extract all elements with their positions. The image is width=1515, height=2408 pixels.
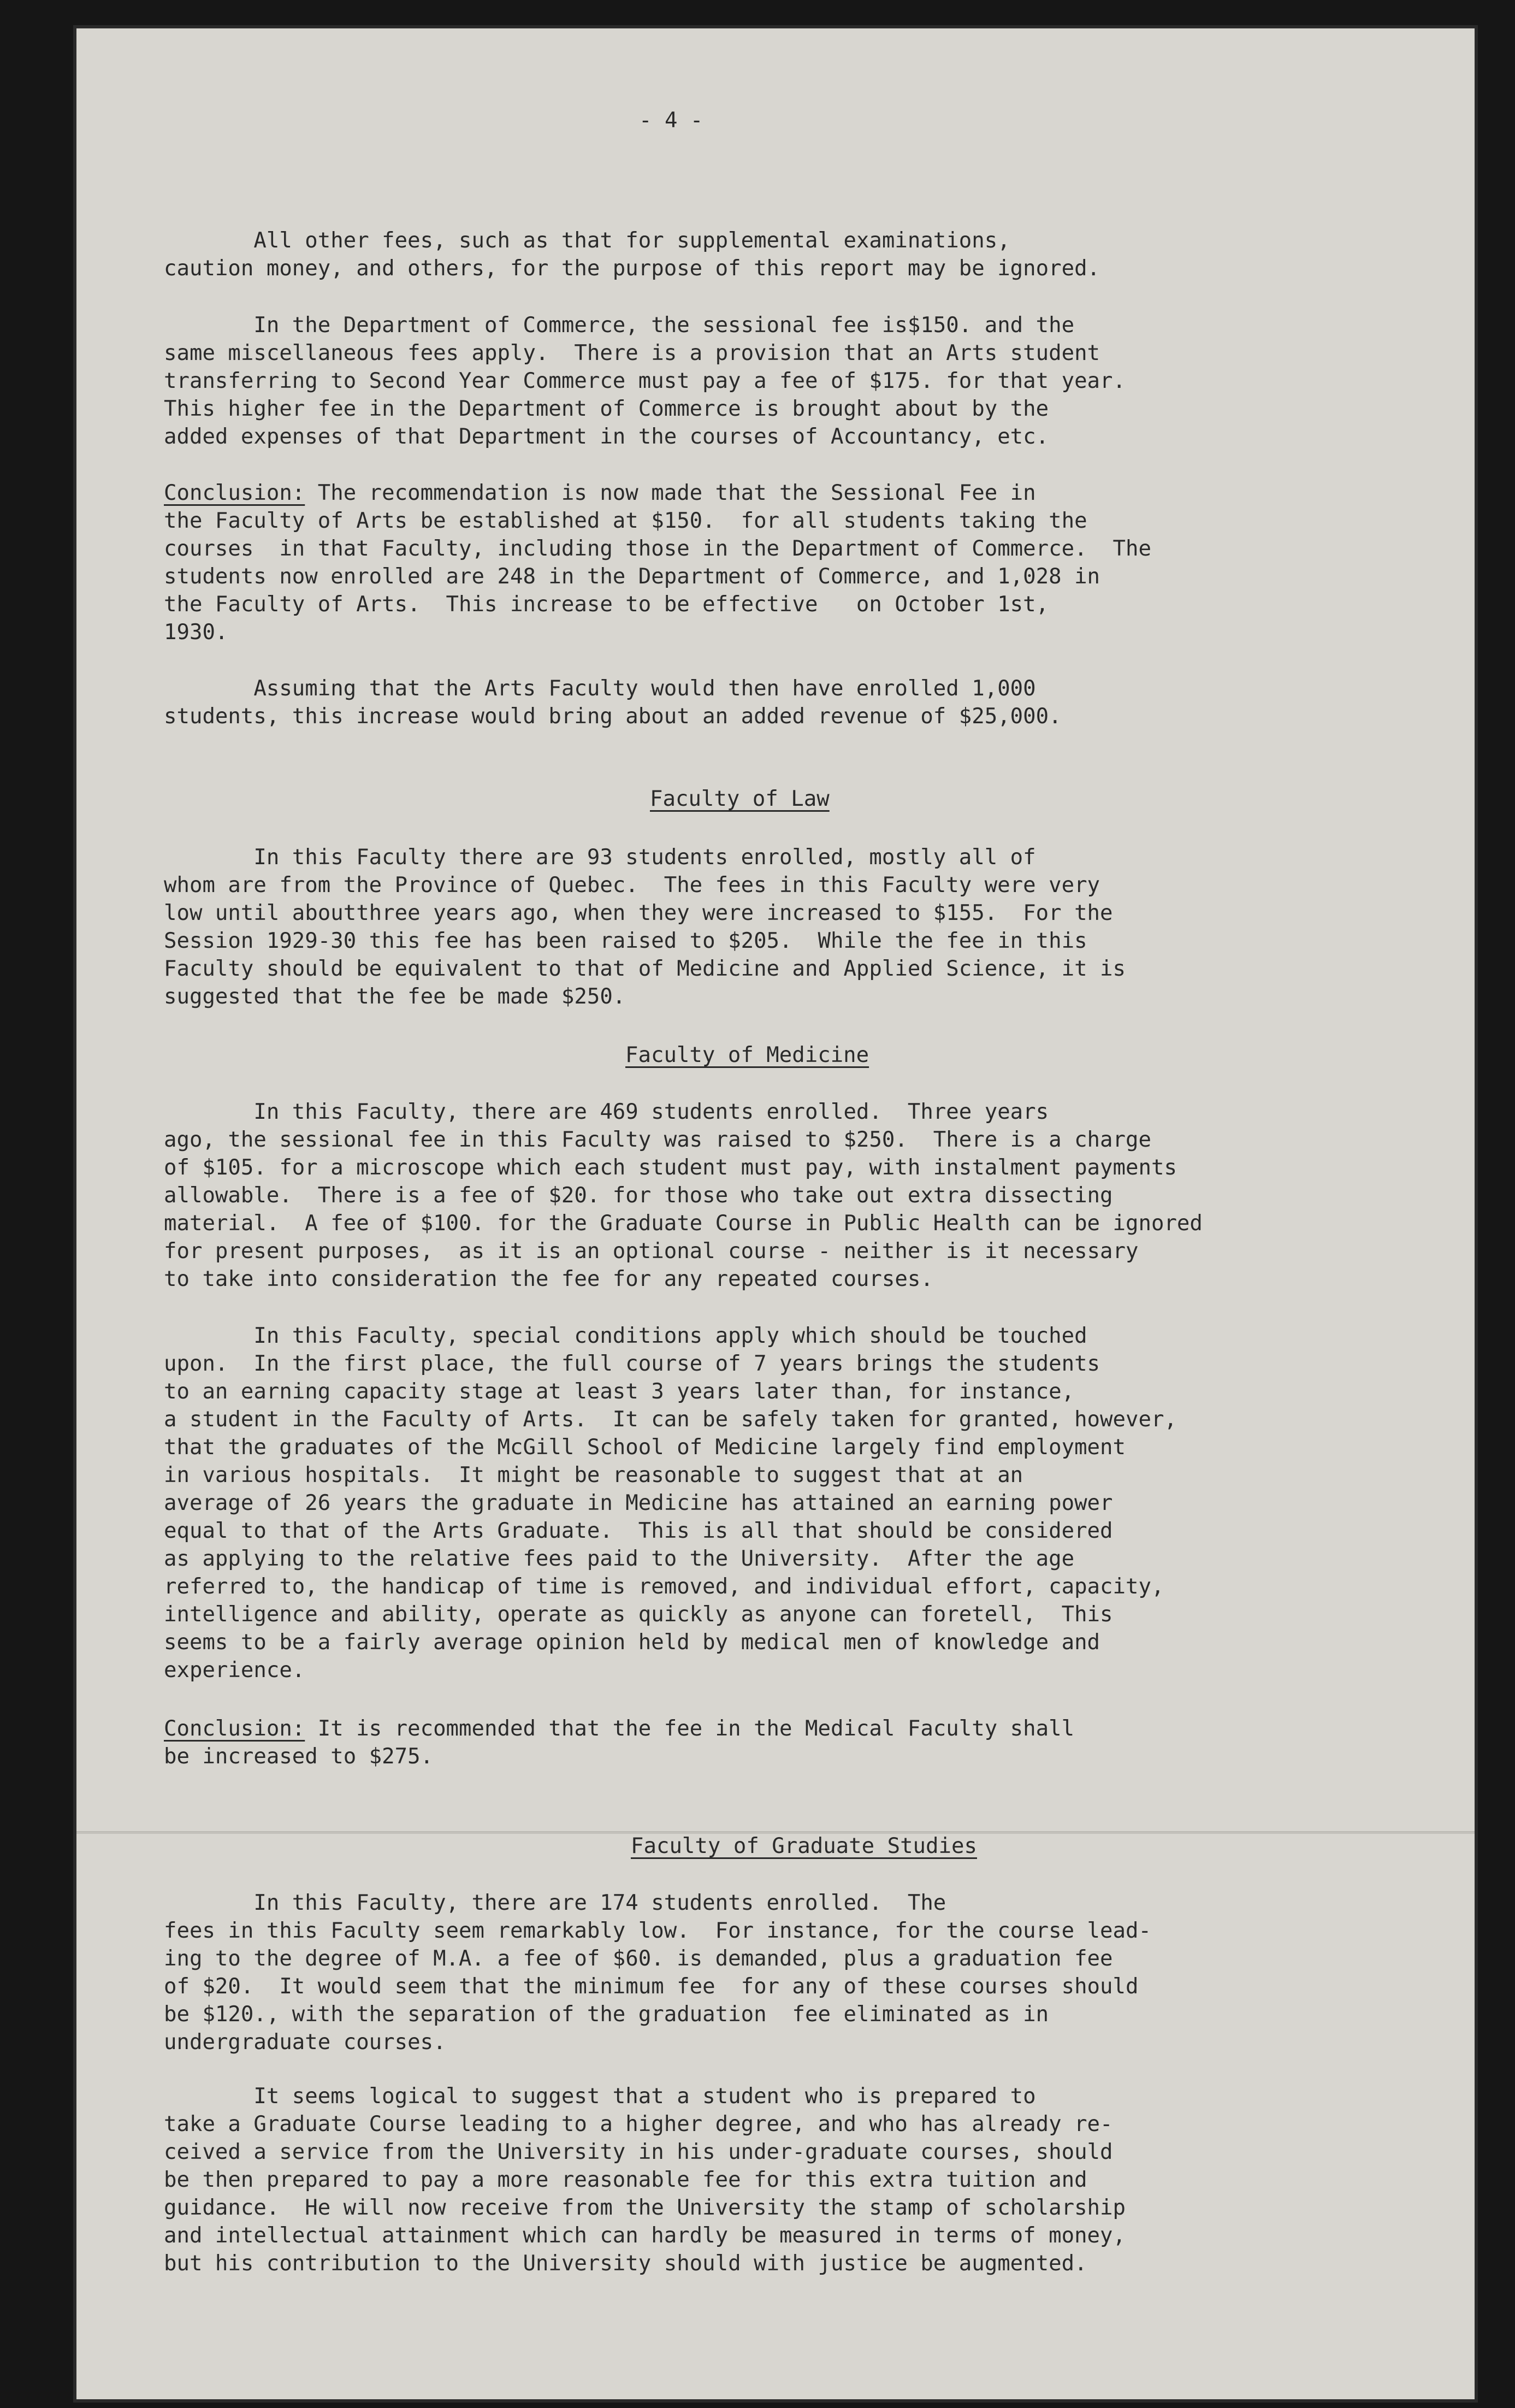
text-line: fees in this Faculty seem remarkably low. For instance, for the course lead- <box>164 1919 1151 1943</box>
text-line: added expenses of that Department in the courses of Accountancy, etc. <box>164 424 1049 449</box>
text-line: average of 26 years the graduate in Medicine has attained an earning power <box>164 1491 1113 1515</box>
text-line: take a Graduate Course leading to a higher degree, and who has already re- <box>164 2112 1113 2136</box>
text-line: but his contribution to the University should with justice be augmented. <box>164 2251 1087 2276</box>
conclusion-label: Conclusion: <box>164 481 305 505</box>
text-line: 1930. <box>164 620 228 645</box>
text-line: of $105. for a microscope which each student must pay, with instalment payments <box>164 1155 1177 1180</box>
text-line: ago, the sessional fee in this Faculty was raised to $250. There is a charge <box>164 1128 1151 1152</box>
text-line: Assuming that the Arts Faculty would then have enrolled 1,000 <box>164 676 1036 701</box>
text-line: experience. <box>164 1658 305 1683</box>
text-line: be increased to $275. <box>164 1744 434 1769</box>
conclusion-text: The recommendation is now made that the Sessional Fee in <box>305 481 1036 505</box>
text-line: It seems logical to suggest that a student who is prepared to <box>164 2084 1036 2109</box>
conclusion-line <box>164 1715 1074 1743</box>
text-line: equal to that of the Arts Graduate. This is all that should be considered <box>164 1519 1113 1543</box>
text-line: This higher fee in the Department of Commerce is brought about by the <box>164 397 1049 421</box>
text-line: intelligence and ability, operate as quickly as anyone can foretell, This <box>164 1602 1113 1627</box>
text-line: transferring to Second Year Commerce must pay a fee of $175. for that year. <box>164 369 1126 393</box>
text-line: In this Faculty, special conditions apply which should be touched <box>164 1324 1087 1348</box>
conclusion-label: Conclusion: <box>164 1716 305 1741</box>
text-line: Session 1929-30 this fee has been raised to $205. While the fee in this <box>164 929 1087 953</box>
text-line: Faculty should be equivalent to that of Medicine and Applied Science, it is <box>164 957 1126 981</box>
page-number: - 4 - <box>639 108 703 133</box>
section-heading-medicine: Faculty of Medicine <box>625 1043 869 1067</box>
conclusion-text: It is recommended that the fee in the Medical Faculty shall <box>305 1716 1075 1741</box>
text-line: be then prepared to pay a more reasonable fee for this extra tuition and <box>164 2168 1087 2192</box>
text-line: low until aboutthree years ago, when they were increased to $155. For the <box>164 901 1113 925</box>
text-line: for present purposes, as it is an optional course - neither is it necessary <box>164 1239 1139 1264</box>
text-line: ceived a service from the University in his under-graduate courses, should <box>164 2140 1113 2164</box>
text-line: suggested that the fee be made $250. <box>164 984 626 1009</box>
text-line: as applying to the relative fees paid to the University. After the age <box>164 1547 1075 1571</box>
conclusion-line <box>164 479 1036 507</box>
text-line: in various hospitals. It might be reasonable to suggest that at an <box>164 1463 1023 1488</box>
text-line: seems to be a fairly average opinion held by medical men of knowledge and <box>164 1630 1100 1655</box>
text-line: students now enrolled are 248 in the Department of Commerce, and 1,028 in <box>164 564 1100 589</box>
text-line: and intellectual attainment which can hardly be measured in terms of money, <box>164 2223 1126 2248</box>
text-line: material. A fee of $100. for the Graduate Course in Public Health can be ignored <box>164 1211 1203 1236</box>
text-line: allowable. There is a fee of $20. for those who take out extra dissecting <box>164 1183 1113 1208</box>
text-line: be $120., with the separation of the graduation fee eliminated as in <box>164 2002 1049 2027</box>
text-line: ing to the degree of M.A. a fee of $60. is demanded, plus a graduation fee <box>164 1946 1113 1971</box>
text-line: guidance. He will now receive from the University the stamp of scholarship <box>164 2195 1126 2220</box>
text-line: upon. In the first place, the full course of 7 years brings the students <box>164 1351 1100 1376</box>
text-line: In this Faculty there are 93 students enrolled, mostly all of <box>164 845 1036 870</box>
section-heading-graduate-studies: Faculty of Graduate Studies <box>631 1834 977 1858</box>
text-line: that the graduates of the McGill School of Medicine largely find employment <box>164 1435 1126 1460</box>
text-line: of $20. It would seem that the minimum fee for any of these courses should <box>164 1974 1139 1999</box>
text-line: referred to, the handicap of time is removed, and individual effort, capacity, <box>164 1574 1164 1599</box>
text-line: All other fees, such as that for supplemental examinations, <box>164 228 1010 253</box>
text-line: the Faculty of Arts be established at $150. for all students taking the <box>164 509 1087 533</box>
text-line: students, this increase would bring about an added revenue of $25,000. <box>164 704 1062 729</box>
text-line: to an earning capacity stage at least 3 years later than, for instance, <box>164 1379 1075 1404</box>
text-line: courses in that Faculty, including those in the Department of Commerce. The <box>164 536 1151 561</box>
text-line: undergraduate courses. <box>164 2030 446 2055</box>
text-line: In this Faculty, there are 174 students enrolled. The <box>164 1891 946 1915</box>
text-line: whom are from the Province of Quebec. The fees in this Faculty were very <box>164 873 1100 898</box>
text-line: a student in the Faculty of Arts. It can be safely taken for granted, however, <box>164 1407 1177 1432</box>
section-heading-law: Faculty of Law <box>650 787 830 811</box>
text-line: In this Faculty, there are 469 students enrolled. Three years <box>164 1100 1049 1124</box>
text-line: same miscellaneous fees apply. There is a provision that an Arts student <box>164 341 1100 365</box>
text-line: caution money, and others, for the purpose of this report may be ignored. <box>164 256 1100 281</box>
text-line: In the Department of Commerce, the sessional fee is$150. and the <box>164 313 1075 338</box>
text-line: to take into consideration the fee for any repeated courses. <box>164 1267 933 1291</box>
text-line: the Faculty of Arts. This increase to be effective on October 1st, <box>164 592 1049 617</box>
